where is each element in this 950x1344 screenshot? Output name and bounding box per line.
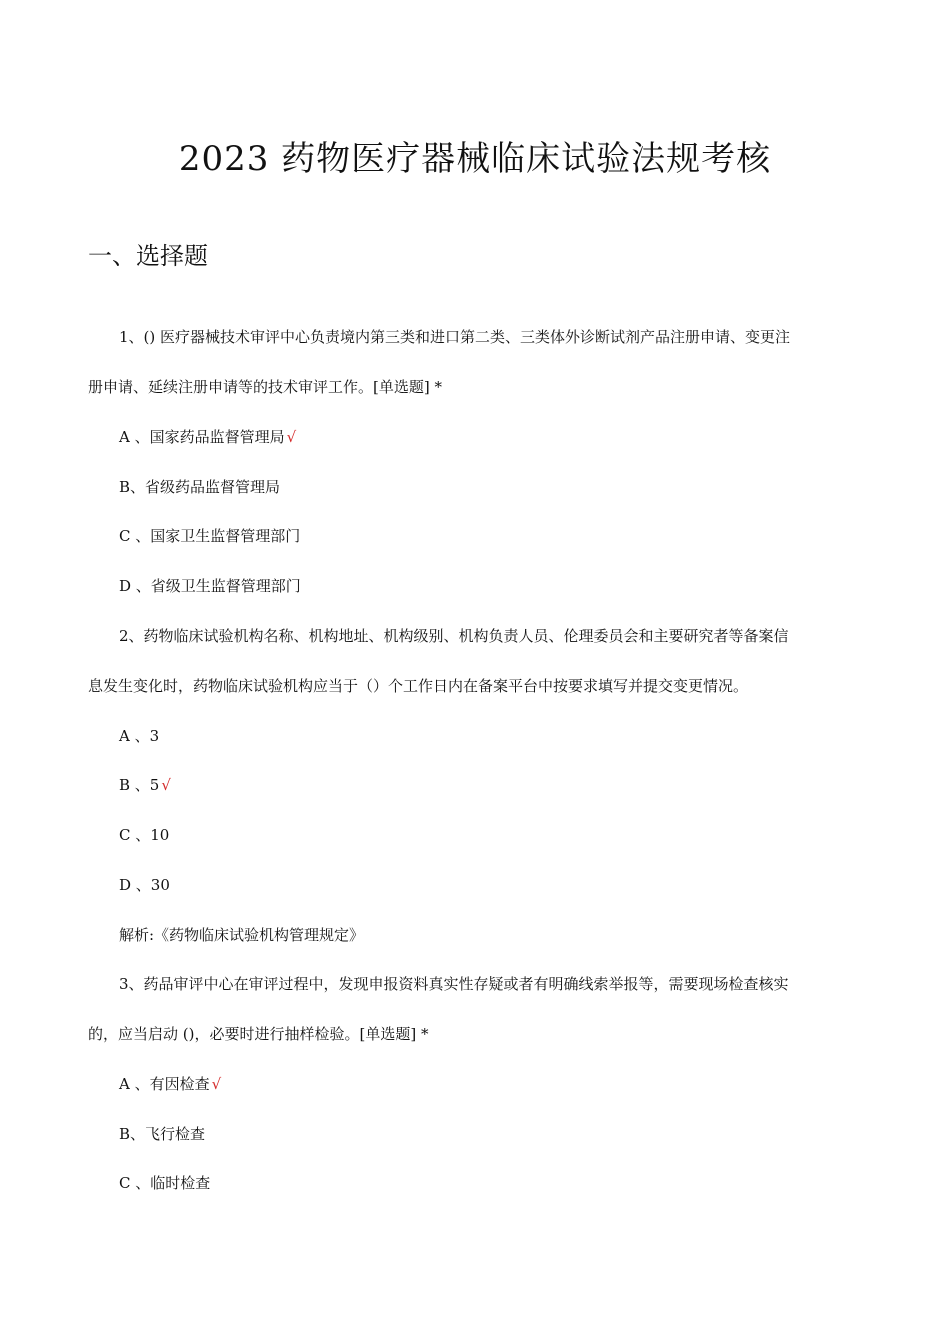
option-c bbox=[119, 521, 300, 551]
option-d bbox=[119, 870, 170, 900]
option-d bbox=[119, 571, 301, 601]
correct-check-icon: √ bbox=[211, 1075, 222, 1093]
option-label: D 、省级卫生监督管理部门 bbox=[119, 577, 301, 595]
correct-check-icon: √ bbox=[161, 776, 171, 794]
option-label: B 、5 bbox=[119, 776, 160, 794]
option-label: D 、30 bbox=[119, 876, 170, 894]
correct-check-icon: √ bbox=[286, 428, 297, 446]
question-stem: 册申请、延续注册申请等的技术审评工作。[单选题] * bbox=[88, 378, 442, 396]
question-stem: 息发生变化时，药物临床试验机构应当于（）个工作日内在备案平台中按要求填写并提交变更情况。 bbox=[88, 677, 749, 695]
option-a bbox=[119, 721, 159, 751]
option-label: A 、有因检查 bbox=[119, 1075, 210, 1093]
section-heading: 一、选择题 bbox=[88, 242, 208, 270]
option-b bbox=[119, 472, 280, 502]
option-label: C 、10 bbox=[119, 826, 170, 844]
analysis-note: 解析:《药物临床试验机构管理规定》 bbox=[119, 926, 365, 944]
option-label: C 、临时检查 bbox=[119, 1174, 211, 1192]
option-c bbox=[119, 820, 169, 850]
option-a bbox=[119, 1069, 221, 1099]
option-b bbox=[119, 770, 171, 800]
option-label: B、省级药品监督管理局 bbox=[119, 478, 281, 496]
question-stem: 1、() 医疗器械技术审评中心负责境内第三类和进口第二类、三类体外诊断试剂产品注册申请、变更注 bbox=[119, 328, 791, 346]
option-a bbox=[119, 422, 296, 452]
option-label: A 、国家药品监督管理局 bbox=[119, 428, 285, 446]
option-label: A 、3 bbox=[119, 727, 160, 745]
option-label: C 、国家卫生监督管理部门 bbox=[119, 527, 301, 545]
question-stem: 的，应当启动 ()，必要时进行抽样检验。[单选题] * bbox=[88, 1025, 429, 1043]
option-c bbox=[119, 1168, 210, 1198]
question-stem: 2、药物临床试验机构名称、机构地址、机构级别、机构负责人员、伦理委员会和主要研究者等备案信 bbox=[119, 627, 789, 645]
option-label: B、飞行检查 bbox=[119, 1125, 206, 1143]
page-title: 2023 药物医疗器械临床试验法规考核 bbox=[178, 139, 772, 179]
question-stem: 3、药品审评中心在审评过程中，发现申报资料真实性存疑或者有明确线索举报等，需要现场检查核实 bbox=[119, 975, 789, 993]
option-b bbox=[119, 1119, 205, 1149]
